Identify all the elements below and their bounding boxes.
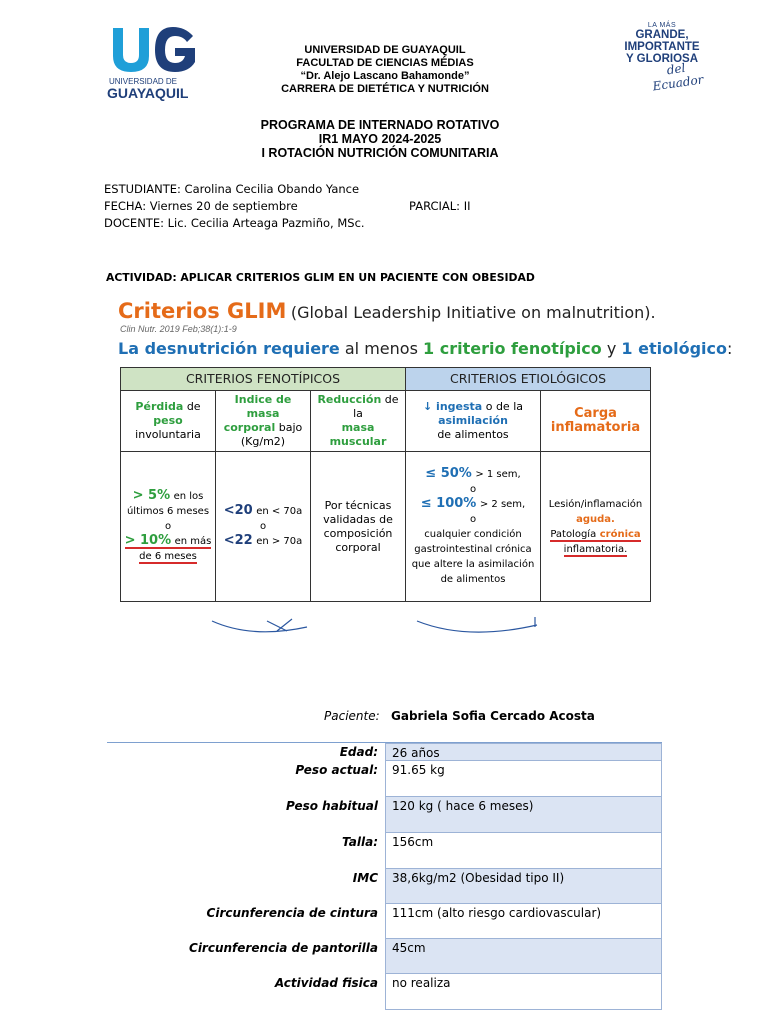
- student-row: ESTUDIANTE: Carolina Cecilia Obando Yance: [104, 182, 360, 196]
- row-calf: [107, 939, 662, 974]
- program-line-2: IR1 MAYO 2024-2025: [318, 132, 442, 146]
- row-activity: [107, 974, 662, 1010]
- slogan-signature: del Ecuador: [651, 60, 705, 94]
- glim-sub-f: :: [726, 339, 733, 358]
- ug-logo-text-bottom: GUAYAQUIL: [107, 85, 189, 101]
- label-age: Edad:: [339, 745, 378, 759]
- row-current-weight: [107, 761, 662, 797]
- value-muscle-mass: Por técnicas validadas de composición corporal: [311, 452, 406, 602]
- glim-title: [118, 299, 656, 323]
- glim-sub-a: La desnutrición requiere: [118, 339, 340, 358]
- patient-data-table: [107, 743, 662, 1010]
- label-usual-weight: Peso habitual: [285, 799, 378, 813]
- patient-name: Gabriela Sofia Cercado Acosta: [391, 709, 595, 723]
- teacher-row: DOCENTE: Lic. Cecilia Arteaga Pazmiño, MSc.: [104, 216, 365, 230]
- glim-figure: [112, 297, 733, 647]
- date-row: [104, 198, 471, 215]
- value-calf: 45cm: [385, 939, 662, 974]
- glim-subtitle: [118, 339, 732, 358]
- header-phenotypic: CRITERIOS FENOTÍPICOS: [121, 368, 406, 391]
- glim-sub-b: al menos: [344, 339, 418, 358]
- value-height: 156cm: [385, 833, 662, 869]
- slogan-line-2: IMPORTANTE: [624, 41, 700, 53]
- row-height: [107, 833, 662, 869]
- program-title: [180, 118, 580, 160]
- value-weight-loss: > 5% en los últimos 6 meses o > 10% en más de 6 meses: [121, 452, 216, 602]
- career-name: CARRERA DE DIETÉTICA Y NUTRICIÓN: [281, 83, 489, 95]
- campus-name: “Dr. Alejo Lascano Bahamonde”: [300, 70, 470, 82]
- slogan-small: LA MÁS: [647, 22, 677, 29]
- slogan-line-1: GRANDE,: [635, 29, 689, 41]
- criterion-bmi: Indice de masa corporal bajo (Kg/m2): [216, 391, 311, 452]
- value-intake: ≤ 50% > 1 sem, o ≤ 100% > 2 sem, o cualquier condición gastrointestinal crónica que altere la asimilación de alimentos: [406, 452, 541, 602]
- patient-label: Paciente:: [324, 709, 380, 723]
- row-age: [107, 743, 662, 761]
- student-info: [104, 181, 471, 232]
- value-activity: no realiza: [385, 974, 662, 1010]
- faculty-name: FACULTAD DE CIENCIAS MÉDIAS: [296, 57, 474, 69]
- criterion-muscle-mass: Reducción de la masa muscular: [311, 391, 406, 452]
- label-activity: Actividad fisica: [274, 976, 378, 990]
- program-line-1: PROGRAMA DE INTERNADO ROTATIVO: [260, 118, 500, 132]
- glim-sub-e: 1 etiológico: [621, 339, 727, 358]
- glim-reference: Clin Nutr. 2019 Feb;38(1):1-9: [120, 324, 237, 334]
- slogan-line-3: Y GLORIOSA: [626, 53, 698, 65]
- criterion-weight-loss: Pérdida de peso involuntaria: [121, 391, 216, 452]
- program-line-3: I ROTACIÓN NUTRICIÓN COMUNITARIA: [261, 146, 499, 160]
- glim-title-rest: (Global Leadership Initiative on malnutrition).: [290, 303, 656, 322]
- criterion-inflammation: Carga inflamatoria: [541, 391, 651, 452]
- value-bmi: <20 en < 70a o <22 en > 70a: [216, 452, 311, 602]
- value-current-weight: 91.65 kg: [385, 761, 662, 797]
- glim-sub-c: 1 criterio fenotípico: [423, 339, 602, 358]
- row-waist: [107, 904, 662, 939]
- slogan-logo: [612, 22, 712, 102]
- label-waist: Circunferencia de cintura: [206, 906, 378, 920]
- row-usual-weight: [107, 797, 662, 833]
- ug-logo-text-top: UNIVERSIDAD DE: [109, 77, 178, 86]
- university-header: [230, 44, 540, 96]
- label-height: Talla:: [342, 835, 378, 849]
- criterion-intake: ↓ ingesta o de la asimilación de alimentos: [406, 391, 541, 452]
- value-bmi: 38,6kg/m2 (Obesidad tipo II): [385, 869, 662, 904]
- value-waist: 111cm (alto riesgo cardiovascular): [385, 904, 662, 939]
- label-calf: Circunferencia de pantorilla: [189, 941, 378, 955]
- glim-criteria-table: [120, 367, 651, 602]
- brace-marks: [207, 615, 567, 645]
- glim-sub-d: y: [606, 339, 617, 358]
- university-name: UNIVERSIDAD DE GUAYAQUIL: [304, 44, 466, 56]
- label-bmi: IMC: [352, 871, 378, 885]
- date-text: FECHA: Viernes 20 de septiembre: [104, 199, 298, 213]
- header-etiologic: CRITERIOS ETIOLÓGICOS: [406, 368, 651, 391]
- parcial-text: PARCIAL: II: [409, 199, 471, 213]
- row-bmi: [107, 869, 662, 904]
- ug-logo: [105, 22, 215, 102]
- activity-title: ACTIVIDAD: APLICAR CRITERIOS GLIM EN UN PACIENTE CON OBESIDAD: [106, 271, 535, 284]
- label-current-weight: Peso actual:: [295, 763, 378, 777]
- value-inflammation: Lesión/inflamación aguda. Patología crónica inflamatoria.: [541, 452, 651, 602]
- value-usual-weight: 120 kg ( hace 6 meses): [385, 797, 662, 833]
- value-age: 26 años: [385, 743, 662, 761]
- glim-title-main: Criterios GLIM: [118, 299, 287, 323]
